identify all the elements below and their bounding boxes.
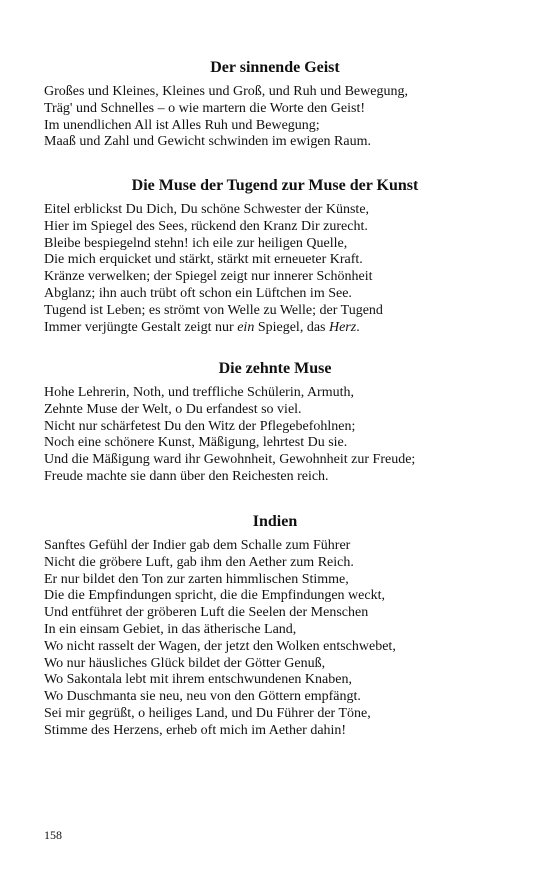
poem-line: Wo Duschmanta sie neu, neu von den Göttern empfängt. [44, 689, 361, 705]
poem-title: Die Muse der Tugend zur Muse der Kunst [131, 177, 419, 194]
poem-indien [44, 512, 506, 740]
poem-body [44, 538, 506, 740]
poem-line: Er nur bildet den Ton zur zarten himmlischen Stimme, [44, 571, 349, 587]
poem-line: Nicht nur schärfetest Du den Witz der Pflegebefohlnen; [44, 418, 356, 434]
emphasis-text: ein [237, 319, 255, 335]
poem-line: Maaß und Zahl und Gewicht schwinden im ewigen Raum. [44, 134, 371, 150]
poem-line: Hier im Spiegel des Sees, rückend den Kranz Dir zurecht. [44, 218, 368, 234]
poem-line: Wo Sakontala lebt mit ihrem entschwundenen Knaben, [44, 672, 352, 688]
poem-line: Sanftes Gefühl der Indier gab dem Schalle zum Führer [44, 538, 351, 553]
poem-line: Bleibe bespiegelnd stehn! ich eile zur heiligen Quelle, [44, 235, 348, 251]
poem-line: Eitel erblickst Du Dich, Du schöne Schwester der Künste, [44, 202, 370, 217]
poem-body [44, 385, 506, 486]
emphasis-text: Herz [328, 319, 357, 335]
text-segment: . [356, 319, 360, 335]
poem-line: Noch eine schönere Kunst, Mäßigung, lehrtest Du sie. [44, 435, 348, 451]
poem-line: Freude machte sie dann über den Reichesten reich. [44, 468, 329, 484]
poem-title: Der sinnende Geist [210, 59, 340, 76]
poem-line: Tugend ist Leben; es strömt von Welle zu Welle; der Tugend [44, 302, 383, 318]
poem-die-zehnte-muse [44, 359, 506, 486]
poem-line: Die mich erquicket und stärkt, stärkt mit erneueter Kraft. [44, 252, 363, 268]
poem-line: Und entführet der gröberen Luft die Seelen der Menschen [44, 605, 369, 621]
poem-line: Wo nur häusliches Glück bildet der Götter Genuß, [44, 655, 326, 671]
page-number: 158 [44, 828, 62, 842]
poem-muse-der-tugend [44, 176, 506, 336]
poem-line: Die die Empfindungen spricht, die die Empfindungen weckt, [44, 588, 385, 604]
poem-body [44, 202, 506, 336]
poem-line: Hohe Lehrerin, Noth, und treffliche Schülerin, Armuth, [44, 385, 354, 400]
poem-line: Großes und Kleines, Kleines und Groß, und Ruh und Bewegung, [44, 84, 408, 99]
poem-line: Stimme des Herzens, erheb oft mich im Aether dahin! [44, 722, 347, 738]
poem-line: Sei mir gegrüßt, o heiliges Land, und Du Führer der Töne, [44, 705, 371, 721]
poem-line: Wo nicht rasselt der Wagen, der jetzt den Wolken entschwebet, [44, 638, 396, 654]
poem-line: Träg' und Schnelles – o wie martern die Worte den Geist! [44, 100, 365, 116]
poem-line: In ein einsam Gebiet, in das ätherische Land, [44, 621, 297, 637]
poem-line: Kränze verwelken; der Spiegel zeigt nur innerer Schönheit [44, 269, 373, 285]
poem-line-last [44, 320, 506, 337]
poem-line: Zehnte Muse der Welt, o Du erfandest so viel. [44, 401, 302, 417]
poem-body [44, 84, 506, 151]
poem-line: Und die Mäßigung ward ihr Gewohnheit, Gewohnheit zur Freude; [44, 452, 416, 468]
poem-title: Die zehnte Muse [218, 360, 332, 377]
poem-line: Im unendlichen All ist Alles Ruh und Bewegung; [44, 117, 320, 133]
poem-line: Abglanz; ihn auch trübt oft schon ein Lüftchen im See. [44, 285, 352, 301]
poem-title: Indien [252, 513, 298, 530]
poem-line: Nicht die gröbere Luft, gab ihm den Aether zum Reich. [44, 554, 354, 570]
text-segment: Immer verjüngte Gestalt zeigt nur [44, 319, 238, 335]
poem-der-sinnende-geist [44, 58, 506, 151]
text-segment: Spiegel, das [254, 319, 329, 335]
